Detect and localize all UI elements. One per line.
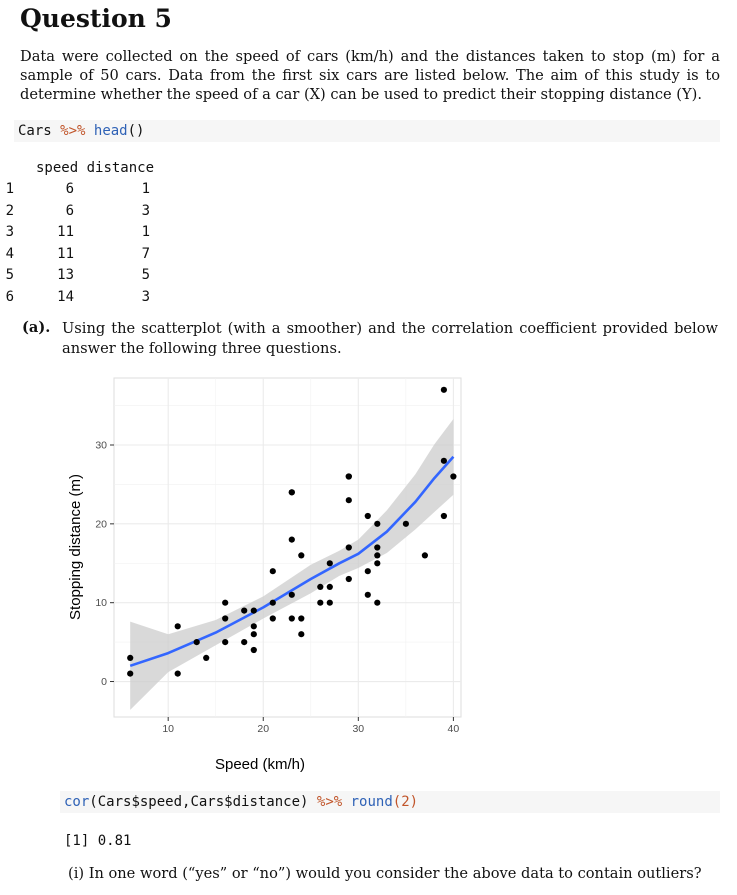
data-point [441,458,447,464]
part-a-text: Using the scatterplot (with a smoother) and the correlation coefficient provided below answer the following three questions. [62,320,718,357]
data-point [203,655,209,661]
part-a-label: (a). [22,319,51,336]
data-point [222,639,228,645]
code-args: (Cars$speed,Cars$distance) [89,794,309,810]
data-point [374,552,380,558]
data-point [365,568,371,574]
code-block-cor [60,791,720,813]
y-tick-label: 0 [101,676,107,689]
question-heading: Question 5 [20,4,172,33]
data-point [289,615,295,621]
x-tick-label: 10 [162,723,175,735]
data-point [441,513,447,519]
data-point [365,513,371,519]
data-point [346,544,352,550]
data-point [270,568,276,574]
distance-cell: 3 [141,289,150,305]
distance-cell: 1 [141,181,150,197]
data-point [422,552,428,558]
data-point [127,671,133,677]
data-point [374,521,380,527]
intro-paragraph: Data were collected on the speed of cars (km/h) and the distances taken to stop (m) for a sample of 50 cars. Data from the first six cars are listed below. The aim of this study is to determine whether the speed of a car (X) can be used to predict their stopping distance (Y). [20,48,720,103]
code-pipe: %>% [60,123,86,139]
column-header-speed: speed [36,160,79,176]
data-point [175,623,181,629]
data-point [450,473,456,479]
data-point [365,592,371,598]
data-point [298,631,304,637]
row-index: 5 [5,267,14,283]
speed-cell: 6 [65,203,74,219]
column-header-distance: distance [86,160,155,176]
data-point [346,497,352,503]
data-point [251,647,257,653]
data-point [327,600,333,606]
code-function: cor [64,794,90,810]
speed-cell: 11 [57,224,74,240]
data-point [374,600,380,606]
data-point [241,639,247,645]
data-point [289,537,295,543]
data-point [327,584,333,590]
y-axis-label: Stopping distance (m) [67,474,84,620]
speed-cell: 11 [57,246,74,262]
data-point [298,615,304,621]
code-args-round: (2) [392,794,419,810]
x-tick-label: 20 [257,723,270,735]
data-point [317,584,323,590]
data-point [346,576,352,582]
code-output: [1] 0.81 [64,833,132,849]
x-axis-label: Speed (km/h) [214,756,306,773]
distance-cell: 3 [141,203,150,219]
data-point [327,560,333,566]
code-function-round: round [350,794,393,810]
data-point [251,608,257,614]
code-object: Cars [18,123,52,139]
distance-cell: 7 [141,246,150,262]
x-tick-label: 40 [447,723,460,735]
code-pipe: %>% [316,794,343,810]
data-point [289,592,295,598]
data-point [270,600,276,606]
distance-cell: 5 [141,267,150,283]
data-point [175,671,181,677]
data-point [270,615,276,621]
data-point [251,631,257,637]
y-tick-label: 10 [95,597,107,610]
data-point [251,623,257,629]
data-point [241,608,247,614]
data-point [374,560,380,566]
data-point [317,600,323,606]
row-index: 2 [5,203,14,219]
code-parens: () [127,123,145,139]
data-point [194,639,200,645]
y-tick-label: 20 [95,518,107,531]
data-point [346,473,352,479]
data-point [441,387,447,393]
row-index: 3 [5,224,14,240]
speed-cell: 6 [65,181,74,197]
data-point [127,655,133,661]
row-index: 6 [5,289,14,305]
distance-cell: 1 [141,224,150,240]
speed-cell: 14 [57,289,74,305]
y-tick-label: 30 [95,439,107,452]
code-function: head [93,123,128,139]
row-index: 1 [5,181,14,197]
x-tick-label: 30 [352,723,365,735]
data-point [222,615,228,621]
data-point [403,521,409,527]
data-point [222,600,228,606]
data-point [289,489,295,495]
speed-cell: 13 [57,267,74,283]
data-point [374,544,380,550]
row-index: 4 [5,246,14,262]
data-point [298,552,304,558]
part-i-question: (i) In one word (“yes” or “no”) would you consider the above data to contain outliers? [68,865,702,882]
